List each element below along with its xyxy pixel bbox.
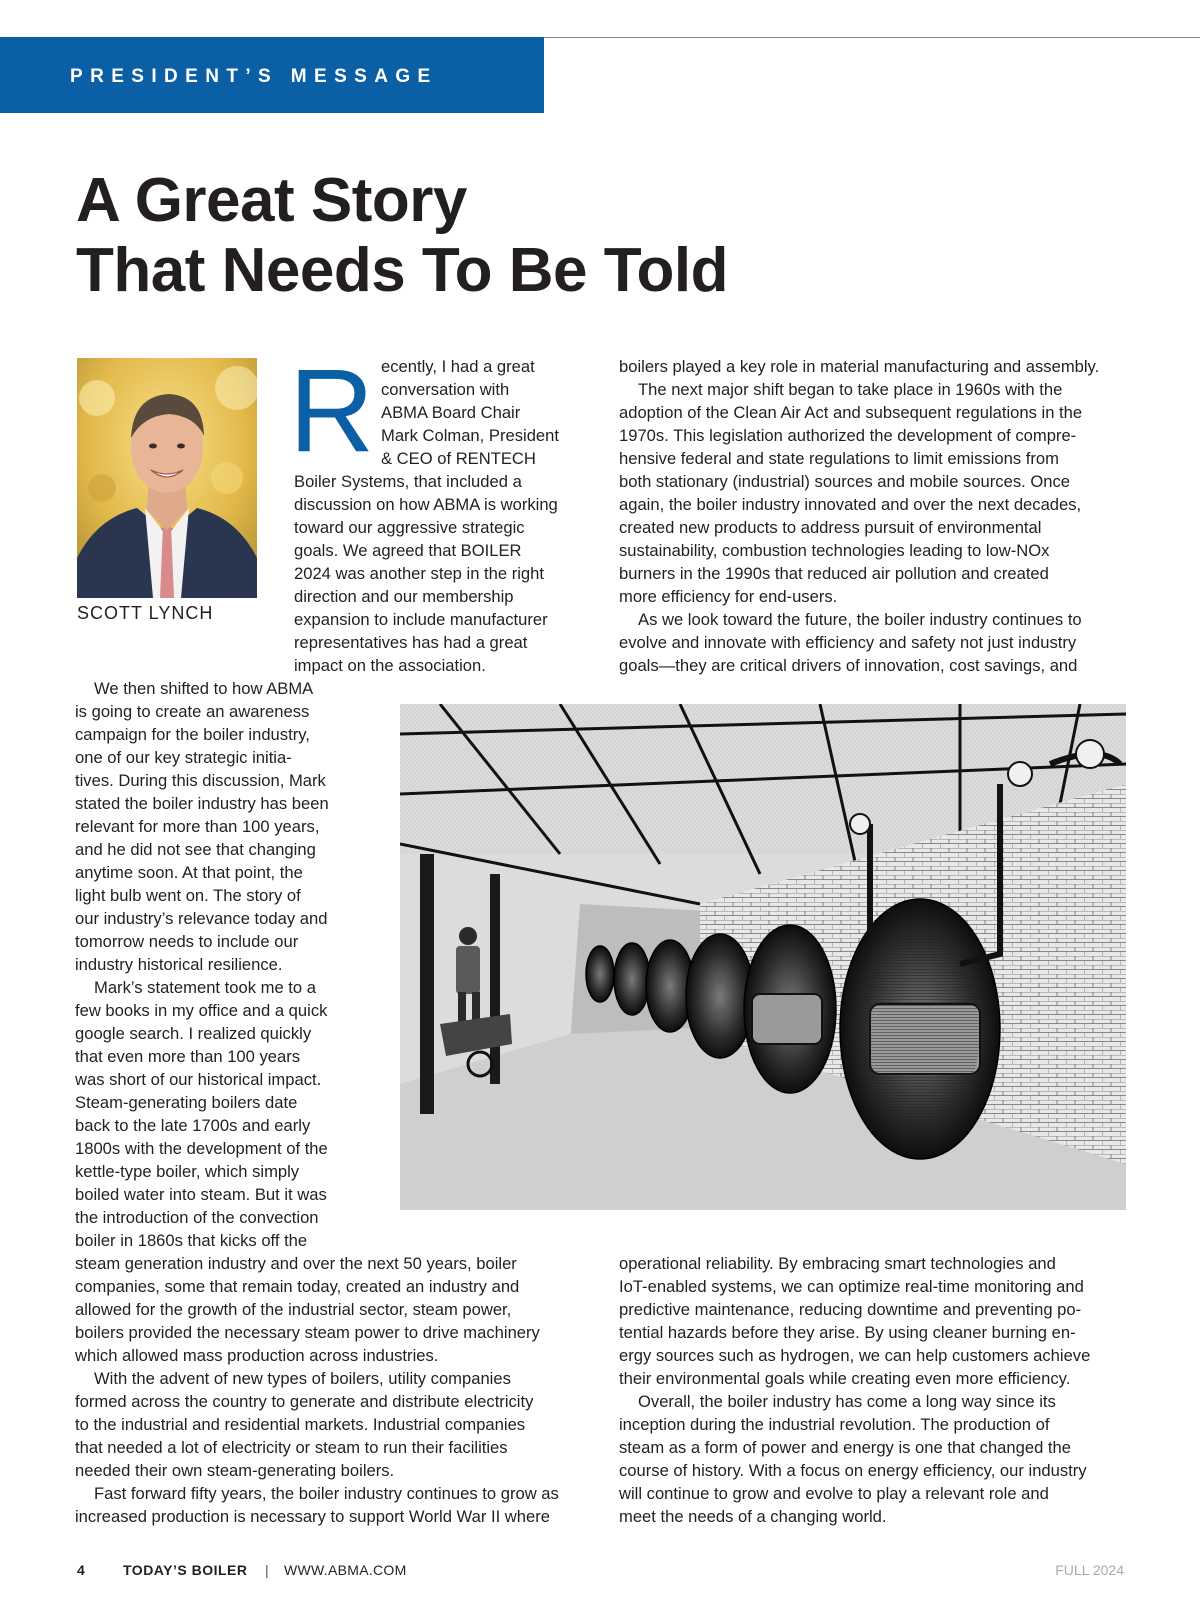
- text-line: representatives has had a great: [294, 633, 528, 652]
- text-line: formed across the country to generate and distribute electricity: [75, 1392, 534, 1411]
- text-line: Overall, the boiler industry has come a long way since its: [638, 1392, 1056, 1411]
- text-line: boiler in 1860s that kicks off the: [75, 1231, 308, 1250]
- boiler-room-illustration: [400, 704, 1126, 1210]
- page-number: 4: [77, 1562, 85, 1578]
- text-line: tomorrow needs to include our: [75, 932, 299, 951]
- text-line: toward our aggressive strategic: [294, 518, 525, 537]
- text-line: We then shifted to how ABMA: [94, 679, 314, 698]
- author-caption: SCOTT LYNCH: [77, 603, 214, 623]
- text-line: Boiler Systems, that included a: [294, 472, 522, 491]
- text-line: one of our key strategic initia-: [75, 748, 292, 767]
- text-line: operational reliability. By embracing smart technologies and: [619, 1254, 1056, 1273]
- text-line: meet the needs of a changing world.: [619, 1507, 887, 1526]
- text-line: goals. We agreed that BOILER: [294, 541, 522, 560]
- title-line: That Needs To Be Told: [76, 236, 729, 305]
- text-line: tives. During this discussion, Mark: [75, 771, 326, 790]
- text-line: As we look toward the future, the boiler industry continues to: [638, 610, 1082, 629]
- text-line: predictive maintenance, reducing downtime and preventing po-: [619, 1300, 1082, 1319]
- text-line: increased production is necessary to support World War II where: [75, 1507, 550, 1526]
- text-line: inception during the industrial revolution. The production of: [619, 1415, 1050, 1434]
- column-3-text: [619, 355, 1099, 677]
- text-line: conversation with: [381, 380, 510, 399]
- text-line: Mark Colman, President: [381, 426, 559, 445]
- text-line: our industry’s relevance today and: [75, 909, 328, 928]
- text-line: the introduction of the convection: [75, 1208, 319, 1227]
- text-line: relevant for more than 100 years,: [75, 817, 320, 836]
- text-line: boiled water into steam. But it was: [75, 1185, 327, 1204]
- text-line: anytime soon. At that point, the: [75, 863, 303, 882]
- website-link[interactable]: WWW.ABMA.COM: [284, 1562, 407, 1578]
- text-line: google search. I realized quickly: [75, 1024, 312, 1043]
- author-photo: [77, 358, 257, 598]
- text-line: boilers played a key role in material manufacturing and assembly.: [619, 357, 1100, 376]
- text-line: impact on the association.: [294, 656, 486, 675]
- text-line: few books in my office and a quick: [75, 1001, 328, 1020]
- text-line: both stationary (industrial) sources and mobile sources. Once: [619, 472, 1071, 491]
- text-line: is going to create an awareness: [75, 702, 310, 721]
- text-line: will continue to grow and evolve to play a relevant role and: [619, 1484, 1049, 1503]
- text-line: ABMA Board Chair: [381, 403, 521, 422]
- text-line: to the industrial and residential markets. Industrial companies: [75, 1415, 526, 1434]
- text-line: light bulb went on. The story of: [75, 886, 301, 905]
- text-line: expansion to include manufacturer: [294, 610, 548, 629]
- text-line: direction and our membership: [294, 587, 514, 606]
- text-line: campaign for the boiler industry,: [75, 725, 310, 744]
- section-label: PRESIDENT’S MESSAGE: [70, 66, 438, 87]
- text-line: discussion on how ABMA is working: [294, 495, 558, 514]
- text-line: The next major shift began to take place in 1960s with the: [638, 380, 1063, 399]
- text-line: back to the late 1700s and early: [75, 1116, 311, 1135]
- header-rule: [540, 37, 1200, 38]
- text-line: more efficiency for end-users.: [619, 587, 838, 606]
- text-line: stated the boiler industry has been: [75, 794, 329, 813]
- text-line: evolve and innovate with efficiency and safety not just industry: [619, 633, 1077, 652]
- text-line: companies, some that remain today, created an industry and: [75, 1277, 520, 1296]
- text-line: 2024 was another step in the right: [294, 564, 544, 583]
- text-line: was short of our historical impact.: [75, 1070, 322, 1089]
- text-line: boilers provided the necessary steam power to drive machinery: [75, 1323, 540, 1342]
- footer-separator: |: [265, 1562, 269, 1578]
- text-line: steam generation industry and over the next 50 years, boiler: [75, 1254, 517, 1273]
- text-line: again, the boiler industry innovated and over the next decades,: [619, 495, 1082, 514]
- column-1-text: [75, 677, 329, 1252]
- text-line: kettle-type boiler, which simply: [75, 1162, 300, 1181]
- text-line: that needed a lot of electricity or steam to run their facilities: [75, 1438, 508, 1457]
- text-line: course of history. With a focus on energy efficiency, our industry: [619, 1461, 1087, 1480]
- text-line: goals—they are critical drivers of innovation, cost savings, and: [619, 656, 1078, 675]
- drop-cap: R: [289, 345, 375, 477]
- text-line: their environmental goals while creating even more efficiency.: [619, 1369, 1071, 1388]
- text-line: burners in the 1990s that reduced air pollution and created: [619, 564, 1049, 583]
- intro-text: [381, 355, 559, 470]
- publication-name: TODAY’S BOILER: [123, 1562, 248, 1578]
- title-line: A Great Story: [76, 166, 467, 235]
- text-line: 1970s. This legislation authorized the development of compre-: [619, 426, 1077, 445]
- text-line: Fast forward fifty years, the boiler industry continues to grow as: [94, 1484, 559, 1503]
- text-line: hensive federal and state regulations to limit emissions from: [619, 449, 1059, 468]
- issue-label: FULL 2024: [1055, 1562, 1124, 1578]
- text-line: and he did not see that changing: [75, 840, 316, 859]
- column-3-bottom-text: [619, 1252, 1090, 1528]
- text-line: which allowed mass production across industries.: [75, 1346, 439, 1365]
- text-line: With the advent of new types of boilers, utility companies: [94, 1369, 511, 1388]
- text-line: created new products to address pursuit of environmental: [619, 518, 1042, 537]
- text-line: Steam-generating boilers date: [75, 1093, 298, 1112]
- text-line: steam as a form of power and energy is one that changed the: [619, 1438, 1071, 1457]
- text-line: sustainability, combustion technologies leading to low-NOx: [619, 541, 1050, 560]
- column-2-text: [294, 470, 558, 677]
- text-line: & CEO of RENTECH: [381, 449, 536, 468]
- text-line: ergy sources such as hydrogen, we can help customers achieve: [619, 1346, 1091, 1365]
- text-line: industry historical resilience.: [75, 955, 283, 974]
- text-line: tential hazards before they arise. By using cleaner burning en-: [619, 1323, 1076, 1342]
- text-line: that even more than 100 years: [75, 1047, 301, 1066]
- text-line: 1800s with the development of the: [75, 1139, 328, 1158]
- text-line: IoT-enabled systems, we can optimize real-time monitoring and: [619, 1277, 1084, 1296]
- text-line: allowed for the growth of the industrial sector, steam power,: [75, 1300, 512, 1319]
- column-1-bottom-text: [75, 1252, 559, 1528]
- text-line: ecently, I had a great: [381, 357, 535, 376]
- text-line: Mark’s statement took me to a: [94, 978, 316, 997]
- text-line: needed their own steam-generating boilers.: [75, 1461, 395, 1480]
- article-title: [76, 166, 728, 306]
- text-line: adoption of the Clean Air Act and subsequent regulations in the: [619, 403, 1083, 422]
